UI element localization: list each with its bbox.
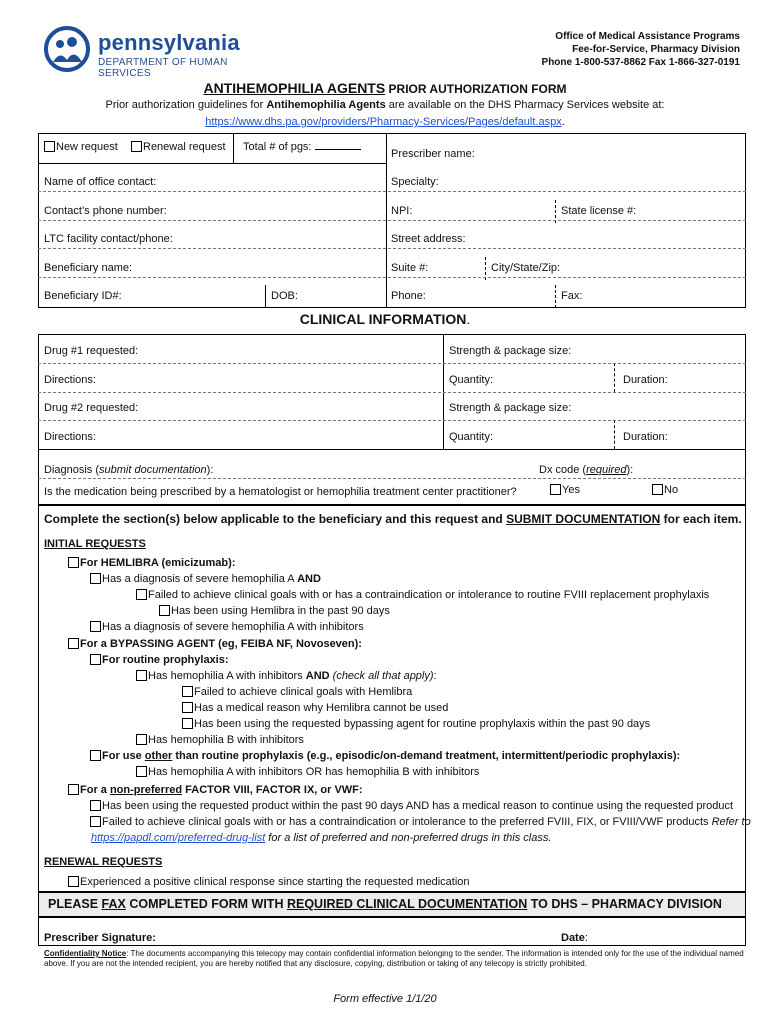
directions1-label: Directions: — [44, 374, 96, 386]
other-use-criterion-1[interactable] — [136, 766, 479, 778]
guideline-pre: Prior authorization guidelines for — [105, 99, 267, 111]
fax-underline: FAX — [101, 897, 126, 911]
dob-label: DOB: — [271, 290, 298, 302]
other-use-post: than routine prophylaxis (e.g., episodic/on-demand treatment, intermittent/periodic prophylaxis): — [172, 750, 681, 762]
hemlibra-label: For HEMLIBRA (emicizumab): — [80, 557, 236, 569]
criterion-text: Has been using the requested bypassing agent for routine prophylaxis within the past 90 days — [194, 718, 651, 730]
diagnosis-note: submit documentation — [99, 464, 207, 476]
hemlibra-criterion-2[interactable] — [90, 621, 364, 633]
fax-label: Fax: — [561, 290, 583, 302]
form-effective-date: Form effective 1/1/20 — [333, 993, 437, 1005]
checkbox[interactable] — [182, 718, 193, 729]
instructions-lead: Complete the section(s) below applicable to the beneficiary and this request and — [44, 512, 507, 526]
checkbox[interactable] — [90, 573, 101, 584]
non-preferred-criterion-1[interactable] — [90, 800, 733, 812]
office-info — [542, 30, 740, 69]
divider — [38, 363, 746, 364]
pdl-reference — [91, 832, 551, 844]
criterion-and: AND — [297, 573, 321, 585]
dx-code-end: ): — [626, 464, 634, 476]
total-pages-field[interactable] — [243, 141, 361, 153]
beneficiary-id-label: Beneficiary ID#: — [44, 290, 122, 302]
criterion-text: Has hemophilia A with inhibitors OR has hemophilia B with inhibitors — [148, 766, 480, 778]
instructions-tail: for each item. — [660, 512, 742, 526]
routine-criterion-1[interactable] — [136, 670, 437, 682]
total-pages-blank[interactable] — [315, 149, 361, 150]
checkbox[interactable] — [68, 876, 79, 887]
guideline-url[interactable]: https://www.dhs.pa.gov/providers/Pharmacy-Services/Pages/default.aspx — [205, 116, 562, 128]
keystone-icon — [44, 26, 90, 72]
office-line-1: Office of Medical Assistance Programs — [555, 31, 740, 42]
checkbox[interactable] — [136, 670, 147, 681]
new-request-checkbox[interactable] — [44, 141, 55, 152]
quantity1-label: Quantity: — [449, 374, 494, 386]
phone-label: Phone: — [391, 290, 426, 302]
fax-post: TO DHS – PHARMACY DIVISION — [527, 897, 722, 911]
contact-phone-label: Contact’s phone number: — [44, 205, 167, 217]
yes-label: Yes — [562, 484, 580, 496]
state-license-label: State license #: — [561, 205, 637, 217]
new-request-option[interactable] — [44, 141, 118, 153]
bypassing-checkbox[interactable] — [68, 638, 79, 649]
form-title — [0, 80, 770, 96]
non-preferred-post: FACTOR VIII, FACTOR IX, or VWF: — [182, 784, 363, 796]
office-line-3: Phone 1-800-537-8862 Fax 1-866-327-0191 — [541, 57, 740, 68]
criterion-colon: : — [433, 670, 437, 682]
suite-label: Suite #: — [391, 262, 429, 274]
divider — [38, 449, 746, 450]
criterion-text: Failed to achieve clinical goals with or has a contraindication or intolerance to the preferred FVIII, FIX, or FVIII/VWF products — [102, 816, 712, 828]
date-label — [561, 932, 588, 944]
specialty-label: Specialty: — [391, 176, 439, 188]
beneficiary-name-label: Beneficiary name: — [44, 262, 133, 274]
criterion-text: Has hemophilia B with inhibitors — [148, 734, 304, 746]
guideline-post: are available on the DHS Pharmacy Services website at: — [385, 99, 665, 111]
other-use-option[interactable] — [90, 750, 680, 762]
criterion-text: Has been using Hemlibra in the past 90 days — [171, 605, 390, 617]
divider — [38, 277, 746, 278]
divider — [38, 163, 386, 164]
hemlibra-checkbox[interactable] — [68, 557, 79, 568]
criterion-text: Failed to achieve clinical goals with or has a contraindication or intolerance to routine FVIII replacement prophylaxis — [148, 589, 710, 601]
office-contact-label: Name of office contact: — [44, 176, 157, 188]
checkbox[interactable] — [182, 702, 193, 713]
other-use-checkbox[interactable] — [90, 750, 101, 761]
checkbox[interactable] — [159, 605, 170, 616]
criterion-text: Has a medical reason why Hemlibra cannot be used — [194, 702, 449, 714]
hemlibra-criterion-1a1[interactable] — [159, 605, 390, 617]
routine-checkbox[interactable] — [90, 654, 101, 665]
street-address-label: Street address: — [391, 233, 466, 245]
renewal-request-checkbox[interactable] — [131, 141, 142, 152]
diagnosis-label — [44, 464, 213, 476]
checkbox[interactable] — [136, 766, 147, 777]
drug1-label: Drug #1 requested: — [44, 345, 139, 357]
checkbox[interactable] — [136, 734, 147, 745]
total-pages-label: Total # of pgs: — [243, 141, 312, 153]
strength2-label: Strength & package size: — [449, 402, 572, 414]
checkbox[interactable] — [90, 816, 101, 827]
non-preferred-option[interactable] — [68, 784, 363, 796]
divider — [265, 285, 266, 308]
fax-instruction — [0, 897, 770, 911]
criterion-note: (check all that apply) — [329, 670, 434, 682]
guideline-url-line — [0, 116, 770, 128]
date-colon: : — [584, 932, 588, 944]
drug2-label: Drug #2 requested: — [44, 402, 139, 414]
diagnosis-text: Diagnosis ( — [44, 464, 100, 476]
divider — [614, 420, 615, 449]
fax-pre: PLEASE — [48, 897, 102, 911]
no-label: No — [664, 484, 679, 496]
non-preferred-pre: For a — [80, 784, 110, 796]
clinical-heading-dot: . — [466, 311, 471, 327]
duration2-label: Duration: — [623, 431, 668, 443]
renewal-request-option[interactable] — [131, 141, 226, 153]
checkbox[interactable] — [90, 800, 101, 811]
date-text: Date — [561, 932, 585, 944]
non-preferred-checkbox[interactable] — [68, 784, 79, 795]
city-state-zip-label: City/State/Zip: — [491, 262, 561, 274]
hematologist-question: Is the medication being prescribed by a hematologist or hemophilia treatment center practitioner? — [44, 486, 517, 498]
divider — [614, 363, 615, 392]
checkbox[interactable] — [136, 589, 147, 600]
routine-criterion-1a[interactable] — [182, 686, 412, 698]
instructions-text — [44, 512, 742, 526]
npi-label: NPI: — [391, 205, 413, 217]
clinical-heading — [0, 311, 770, 327]
initial-requests-heading: INITIAL REQUESTS — [44, 538, 146, 550]
guideline-bold: Antihemophilia Agents — [266, 99, 386, 111]
no-checkbox[interactable] — [652, 484, 663, 495]
ltc-facility-label: LTC facility contact/phone: — [44, 233, 173, 245]
criterion-and: AND — [305, 670, 330, 682]
guideline-url-dot: . — [561, 116, 565, 128]
dx-code-text: Dx code ( — [539, 464, 587, 476]
other-use-underline: other — [144, 750, 173, 762]
routine-criterion-1c[interactable] — [182, 718, 650, 730]
hematologist-no-option[interactable] — [652, 484, 678, 496]
form-title-rest: PRIOR AUTHORIZATION FORM — [385, 82, 567, 96]
divider — [38, 392, 746, 393]
dx-code-note: required — [586, 464, 627, 476]
prescriber-signature-label: Prescriber Signature: — [44, 932, 156, 944]
bypassing-label: For a BYPASSING AGENT (eg, FEIBA NF, Novoseven): — [80, 638, 362, 650]
diagnosis-end: ): — [206, 464, 214, 476]
pdl-link[interactable]: https://papdl.com/preferred-drug-list — [91, 832, 266, 844]
divider — [38, 220, 746, 221]
checkbox[interactable] — [182, 686, 193, 697]
criterion-text: Has been using the requested product within the past 90 days AND has a medical reason to continue using the requested product — [102, 800, 734, 812]
bypassing-agent-option[interactable] — [68, 638, 362, 650]
hemlibra-criterion-1a[interactable] — [136, 589, 709, 601]
divider — [555, 285, 556, 308]
pdl-tail: for a list of preferred and non-preferred drugs in this class. — [265, 832, 552, 844]
dx-code-label — [539, 464, 633, 476]
renewal-requests-heading: RENEWAL REQUESTS — [44, 856, 163, 868]
confidentiality-notice — [44, 949, 744, 969]
criterion-text: Failed to achieve clinical goals with Hemlibra — [194, 686, 413, 698]
checkbox[interactable] — [90, 621, 101, 632]
criterion-refer: Refer to — [711, 816, 751, 828]
divider — [38, 191, 746, 192]
divider — [233, 133, 234, 163]
renewal-criterion-1[interactable] — [68, 876, 470, 888]
routine-label: For routine prophylaxis: — [102, 654, 229, 666]
clinical-heading-text: CLINICAL INFORMATION — [299, 311, 467, 327]
instructions-submit: SUBMIT DOCUMENTATION — [506, 512, 661, 526]
directions2-label: Directions: — [44, 431, 96, 443]
fax-underline-2: REQUIRED CLINICAL DOCUMENTATION — [286, 897, 528, 911]
criterion-text: Has a diagnosis of severe hemophilia A — [102, 573, 298, 585]
quantity2-label: Quantity: — [449, 431, 494, 443]
logo-name: pennsylvania — [98, 30, 240, 55]
yes-checkbox[interactable] — [550, 484, 561, 495]
routine-criterion-2[interactable] — [136, 734, 304, 746]
logo-department: DEPARTMENT OF HUMAN SERVICES — [98, 57, 228, 79]
divider — [38, 248, 746, 249]
confidentiality-text: : The documents accompanying this telecopy may contain confidential information belonging to the sender. The information is intended only for the use of the individual named above. If you are not the intended recipient, you are hereby notified that any disclosure, copying, distribution or taking of any telecopy is strictly prohibited. — [44, 949, 744, 968]
non-preferred-criterion-2[interactable] — [90, 816, 751, 828]
other-use-pre: For use — [102, 750, 145, 762]
strength1-label: Strength & package size: — [449, 345, 572, 357]
criterion-text: Experienced a positive clinical response since starting the requested medication — [80, 876, 470, 888]
hemlibra-criterion-1[interactable] — [90, 573, 321, 585]
criterion-text: Has hemophilia A with inhibitors — [148, 670, 306, 682]
new-request-label: New request — [56, 141, 118, 153]
divider — [38, 478, 746, 479]
routine-criterion-1b[interactable] — [182, 702, 448, 714]
fax-mid: COMPLETED FORM WITH — [125, 897, 287, 911]
hemlibra-option[interactable] — [68, 557, 235, 569]
dhs-logo — [44, 26, 274, 79]
form-title-bold: ANTIHEMOPHILIA AGENTS — [203, 80, 386, 96]
guideline-text — [0, 99, 770, 111]
office-line-2: Fee-for-Service, Pharmacy Division — [572, 44, 740, 55]
hematologist-yes-option[interactable] — [550, 484, 580, 496]
non-preferred-underline: non-preferred — [109, 784, 183, 796]
divider — [38, 420, 746, 421]
prescriber-name-label: Prescriber name: — [391, 148, 475, 160]
routine-prophylaxis-option[interactable] — [90, 654, 229, 666]
criterion-text: Has a diagnosis of severe hemophilia A with inhibitors — [102, 621, 364, 633]
renewal-request-label: Renewal request — [143, 141, 226, 153]
duration1-label: Duration: — [623, 374, 668, 386]
confidentiality-label: Confidentiality Notice — [44, 949, 127, 958]
